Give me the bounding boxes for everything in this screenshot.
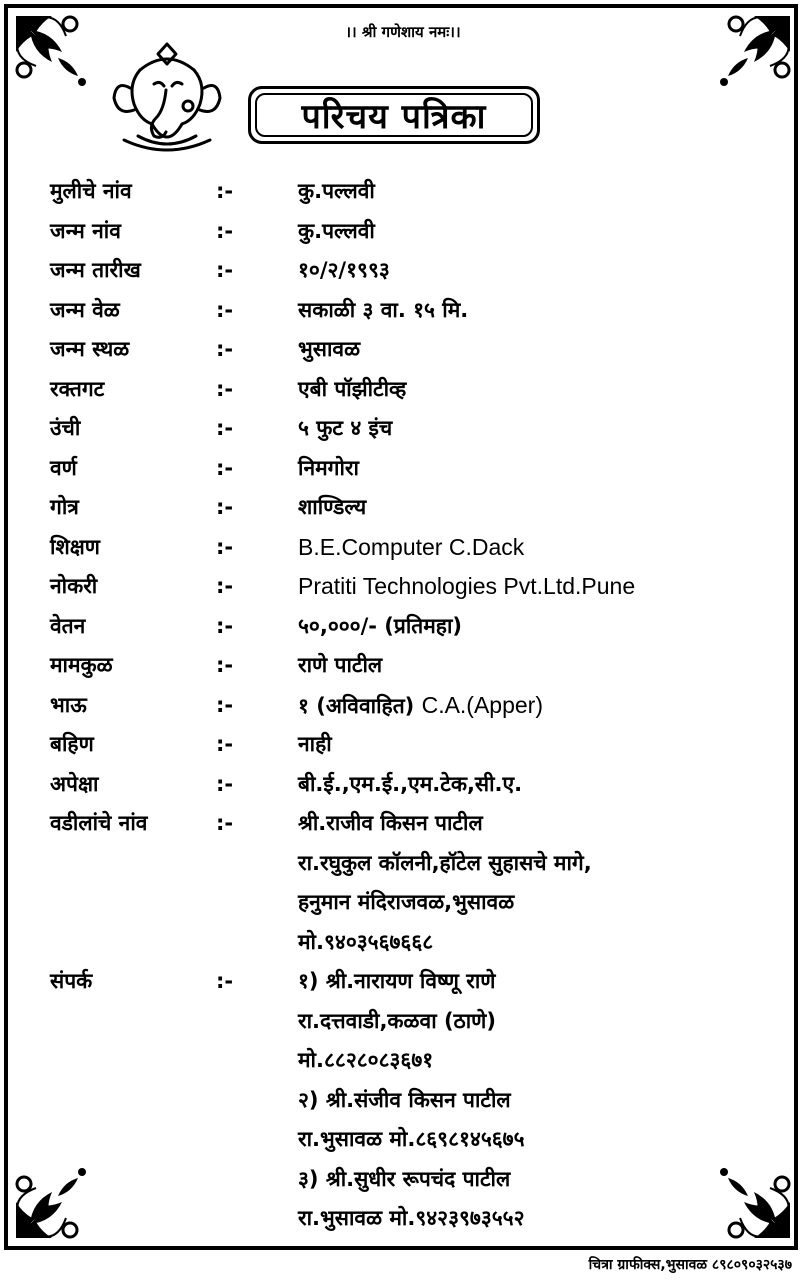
separator: :- <box>216 416 234 440</box>
detail-row <box>50 686 770 726</box>
separator: :- <box>216 376 234 401</box>
detail-label: नोकरी <box>50 574 98 598</box>
detail-value: भुसावळ <box>298 337 361 361</box>
floral-corner-icon <box>12 12 92 92</box>
detail-row <box>50 528 770 568</box>
detail-label: जन्म स्थळ <box>50 337 130 361</box>
address-line <box>50 923 770 963</box>
detail-value: सकाळी ३ वा. १५ मि. <box>298 297 469 322</box>
separator: :- <box>216 653 234 677</box>
detail-label: गोत्र <box>50 495 79 519</box>
invocation-text: ।। श्री गणेशाय नमः।। <box>345 23 461 41</box>
father-address-line: रा.रघुकुल कॉलनी,हॉटेल सुहासचे मागे, <box>298 850 592 875</box>
detail-row <box>50 488 770 528</box>
detail-label: शिक्षण <box>50 534 100 559</box>
contact-row <box>50 1002 770 1042</box>
detail-row <box>50 330 770 370</box>
detail-label: वडीलांचे नांव <box>50 811 148 835</box>
detail-row <box>50 172 770 212</box>
printer-credit: चित्रा ग्राफीक्स,भुसावळ ८९८०९०३२५३७ <box>588 1257 792 1273</box>
detail-value: नाही <box>298 732 332 756</box>
detail-label: बहिण <box>50 732 94 756</box>
separator: :- <box>216 455 234 480</box>
separator: :- <box>216 179 234 203</box>
detail-label: वेतन <box>50 613 86 638</box>
separator: :- <box>216 258 234 282</box>
separator: :- <box>216 218 234 243</box>
ganesha-icon <box>110 40 225 155</box>
detail-label: उंची <box>50 416 81 440</box>
brother-qualification: C.A.(Apper) <box>421 691 544 718</box>
floral-corner-icon <box>714 12 794 92</box>
contact-row <box>50 1160 770 1200</box>
detail-row <box>50 449 770 489</box>
detail-label: जन्म वेळ <box>50 297 120 322</box>
contact-line: १) श्री.नारायण विष्णू राणे <box>298 969 496 993</box>
detail-label: मुलीचे नांव <box>50 179 132 203</box>
biodata-details <box>50 172 770 1239</box>
detail-value: ५ फुट ४ इंच <box>298 416 393 440</box>
detail-value: निमगोरा <box>298 455 359 480</box>
contact-line: २) श्री.संजीव किसन पाटील <box>298 1087 511 1112</box>
detail-row <box>50 765 770 805</box>
detail-row <box>50 409 770 449</box>
separator: :- <box>216 534 234 559</box>
detail-row <box>50 962 770 1002</box>
detail-row <box>50 607 770 647</box>
contact-line: रा.दत्तवाडी,कळवा (ठाणे) <box>298 1008 496 1033</box>
detail-label: अपेक्षा <box>50 771 99 796</box>
address-line <box>50 883 770 923</box>
detail-value: कु.पल्लवी <box>298 218 375 243</box>
detail-row <box>50 212 770 252</box>
address-line <box>50 844 770 884</box>
separator: :- <box>216 969 234 993</box>
detail-row <box>50 251 770 291</box>
detail-value: राणे पाटील <box>298 653 383 677</box>
separator: :- <box>216 574 234 598</box>
detail-value: १०/२/१९९३ <box>298 258 390 282</box>
detail-value <box>298 686 543 727</box>
contact-row <box>50 1199 770 1239</box>
detail-label: रक्तगट <box>50 376 105 401</box>
separator: :- <box>216 297 234 322</box>
father-address-line: हनुमान मंदिराजवळ,भुसावळ <box>298 890 515 914</box>
contact-line: ३) श्री.सुधीर रूपचंद पाटील <box>298 1166 511 1191</box>
detail-value: Pratiti Technologies Pvt.Ltd.Pune <box>298 573 636 599</box>
detail-label: मामकुळ <box>50 653 113 677</box>
contact-row <box>50 1120 770 1160</box>
separator: :- <box>216 495 234 519</box>
separator: :- <box>216 771 234 796</box>
detail-row <box>50 567 770 607</box>
contact-line: रा.भुसावळ मो.९४२३९७३५५२ <box>298 1206 525 1230</box>
separator: :- <box>216 337 234 361</box>
detail-value: बी.ई.,एम.ई.,एम.टेक,सी.ए. <box>298 771 523 796</box>
detail-value: ५०,०००/- (प्रतिमहा) <box>298 613 462 638</box>
father-phone: मो.९४०३५६७६६८ <box>298 929 434 954</box>
separator: :- <box>216 811 234 835</box>
contact-label: संपर्क <box>50 969 93 993</box>
detail-row <box>50 291 770 331</box>
detail-row <box>50 370 770 410</box>
contact-line: रा.भुसावळ मो.८६९८१४५६७५ <box>298 1127 525 1151</box>
detail-value: कु.पल्लवी <box>298 179 375 203</box>
detail-label: भाऊ <box>50 692 87 717</box>
detail-label: जन्म तारीख <box>50 258 141 282</box>
page-title: परिचय पत्रिका <box>301 97 487 137</box>
separator: :- <box>216 613 234 638</box>
separator: :- <box>216 732 234 756</box>
detail-value: एबी पॉझीटीव्ह <box>298 376 407 401</box>
detail-value: B.E.Computer C.Dack <box>298 533 525 560</box>
contact-row <box>50 1081 770 1121</box>
detail-label: वर्ण <box>50 455 77 480</box>
detail-label: जन्म नांव <box>50 218 121 243</box>
detail-row <box>50 646 770 686</box>
contact-row <box>50 1041 770 1081</box>
detail-row <box>50 725 770 765</box>
contact-line: मो.८८२८०८३६७१ <box>298 1048 434 1072</box>
detail-row <box>50 804 770 844</box>
separator: :- <box>216 692 234 717</box>
brother-status: १ (अविवाहित) <box>298 693 415 718</box>
detail-value: श्री.राजीव किसन पाटील <box>298 811 483 835</box>
detail-value: शाण्डिल्य <box>298 495 367 519</box>
title-box <box>248 86 540 144</box>
